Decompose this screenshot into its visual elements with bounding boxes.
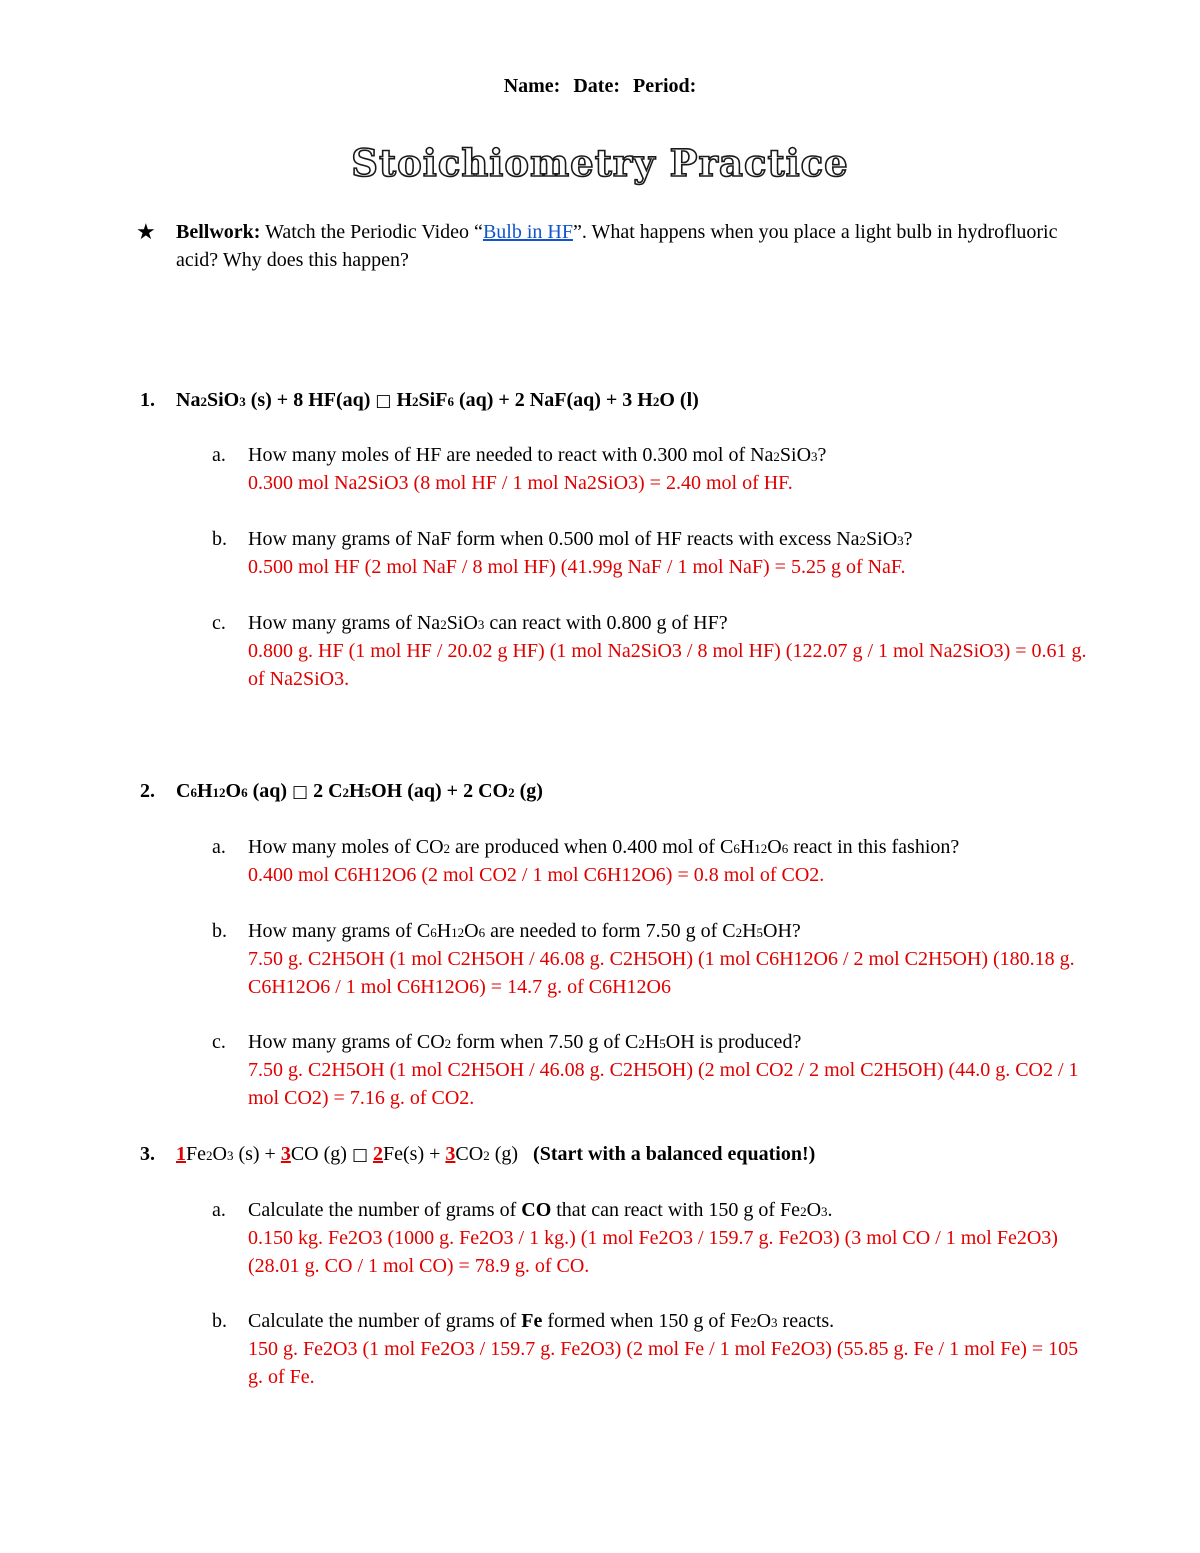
bellwork-text <box>176 218 1090 274</box>
problem-number: 3. <box>140 1143 155 1165</box>
answer: 0.800 g. HF (1 mol HF / 20.02 g HF) (1 mol Na2SiO3 / 8 mol HF) (122.07 g / 1 mol Na2SiO3) = 0.61 g. of Na2SiO3. <box>248 640 1087 690</box>
part-1a <box>212 441 1092 497</box>
bellwork-prompt-start: Watch the Periodic Video “ <box>260 221 483 243</box>
arrow-glyph: □ <box>351 1145 369 1165</box>
equation: Na2SiO3 (s) + 8 HF(aq) □ H2SiF6 (aq) + 2 NaF(aq) + 3 H2O (l) <box>176 389 699 411</box>
part-2c <box>212 1028 1092 1112</box>
coefficient: 2 <box>373 1143 384 1165</box>
question: How many moles of HF are needed to react with 0.300 mol of Na2SiO3? <box>248 444 827 466</box>
star-icon: ★ <box>136 219 156 244</box>
question: How many grams of Na2SiO3 can react with 0.800 g of HF? <box>248 612 728 634</box>
bellwork-label: Bellwork: <box>176 221 261 243</box>
coefficient: 3 <box>445 1143 456 1165</box>
answer: 0.150 kg. Fe2O3 (1000 g. Fe2O3 / 1 kg.) (1 mol Fe2O3 / 159.7 g. Fe2O3) (3 mol CO / 1 mol Fe2O3) (28.01 g. CO / 1 mol CO) = 78.9 g. of CO. <box>248 1227 1058 1277</box>
part-3a <box>212 1196 1092 1280</box>
period-label: Period: <box>632 75 697 97</box>
part-1c <box>212 609 1092 693</box>
answer: 150 g. Fe2O3 (1 mol Fe2O3 / 159.7 g. Fe2O3) (2 mol Fe / 1 mol Fe2O3) (55.85 g. Fe / 1 mol Fe) = 105 g. of Fe. <box>248 1338 1079 1388</box>
part-letter: b. <box>212 1310 227 1332</box>
answer: 0.400 mol C6H12O6 (2 mol CO2 / 1 mol C6H12O6) = 0.8 mol of CO2. <box>248 864 825 886</box>
part-letter: b. <box>212 528 227 550</box>
part-2b <box>212 917 1092 1001</box>
header-line <box>0 72 1200 100</box>
coefficient: 1 <box>176 1143 186 1165</box>
part-2a <box>212 833 1092 889</box>
date-label: Date: <box>573 75 620 97</box>
bellwork-prompt-end: ”. What happens when you place a light bulb in hydrofluoric acid? Why does this happen? <box>176 221 1058 271</box>
arrow-glyph: □ <box>292 782 309 802</box>
coefficient: 3 <box>280 1143 291 1165</box>
part-3b <box>212 1307 1092 1391</box>
part-letter: c. <box>212 612 226 634</box>
question: Calculate the number of grams of CO that can react with 150 g of Fe2O3. <box>248 1199 833 1221</box>
arrow-glyph: □ <box>375 391 392 411</box>
page-title: Stoichiometry Practice <box>351 141 849 185</box>
equation: 1Fe2O3 (s) + 3CO (g) □ 2Fe(s) + 3CO2 (g) (Start with a balanced equation!) <box>176 1143 816 1165</box>
answer: 0.300 mol Na2SiO3 (8 mol HF / 1 mol Na2SiO3) = 2.40 mol of HF. <box>248 472 793 494</box>
part-letter: a. <box>212 444 226 466</box>
part-letter: c. <box>212 1031 226 1053</box>
video-link[interactable]: Bulb in HF <box>482 221 573 243</box>
problem-number: 2. <box>140 780 155 802</box>
answer: 0.500 mol HF (2 mol NaF / 8 mol HF) (41.99g NaF / 1 mol NaF) = 5.25 g of NaF. <box>248 556 906 578</box>
equation: C6H12O6 (aq) □ 2 C2H5OH (aq) + 2 CO2 (g) <box>176 780 543 802</box>
part-1b <box>212 525 1092 581</box>
question: How many moles of CO2 are produced when 0.400 mol of C6H12O6 react in this fashion? <box>248 836 960 858</box>
equation-note: (Start with a balanced equation!) <box>533 1143 816 1165</box>
answer: 7.50 g. C2H5OH (1 mol C2H5OH / 46.08 g. C2H5OH) (2 mol CO2 / 2 mol C2H5OH) (44.0 g. CO2 / 1 mol CO2) = 7.16 g. of CO2. <box>248 1059 1079 1109</box>
question: How many grams of NaF form when 0.500 mol of HF reacts with excess Na2SiO3? <box>248 528 913 550</box>
problem-number: 1. <box>140 389 155 411</box>
question: How many grams of C6H12O6 are needed to form 7.50 g of C2H5OH? <box>248 920 801 942</box>
part-letter: b. <box>212 920 227 942</box>
bellwork <box>136 218 1090 274</box>
name-label: Name: <box>503 75 561 97</box>
question: How many grams of CO2 form when 7.50 g of C2H5OH is produced? <box>248 1031 802 1053</box>
part-letter: a. <box>212 836 226 858</box>
answer: 7.50 g. C2H5OH (1 mol C2H5OH / 46.08 g. C2H5OH) (1 mol C6H12O6 / 2 mol C2H5OH) (180.18 g. C6H12O6 / 1 mol C6H12O6) = 14.7 g. of C6H12O6 <box>248 948 1075 998</box>
part-letter: a. <box>212 1199 226 1221</box>
question: Calculate the number of grams of Fe formed when 150 g of Fe2O3 reacts. <box>248 1310 835 1332</box>
